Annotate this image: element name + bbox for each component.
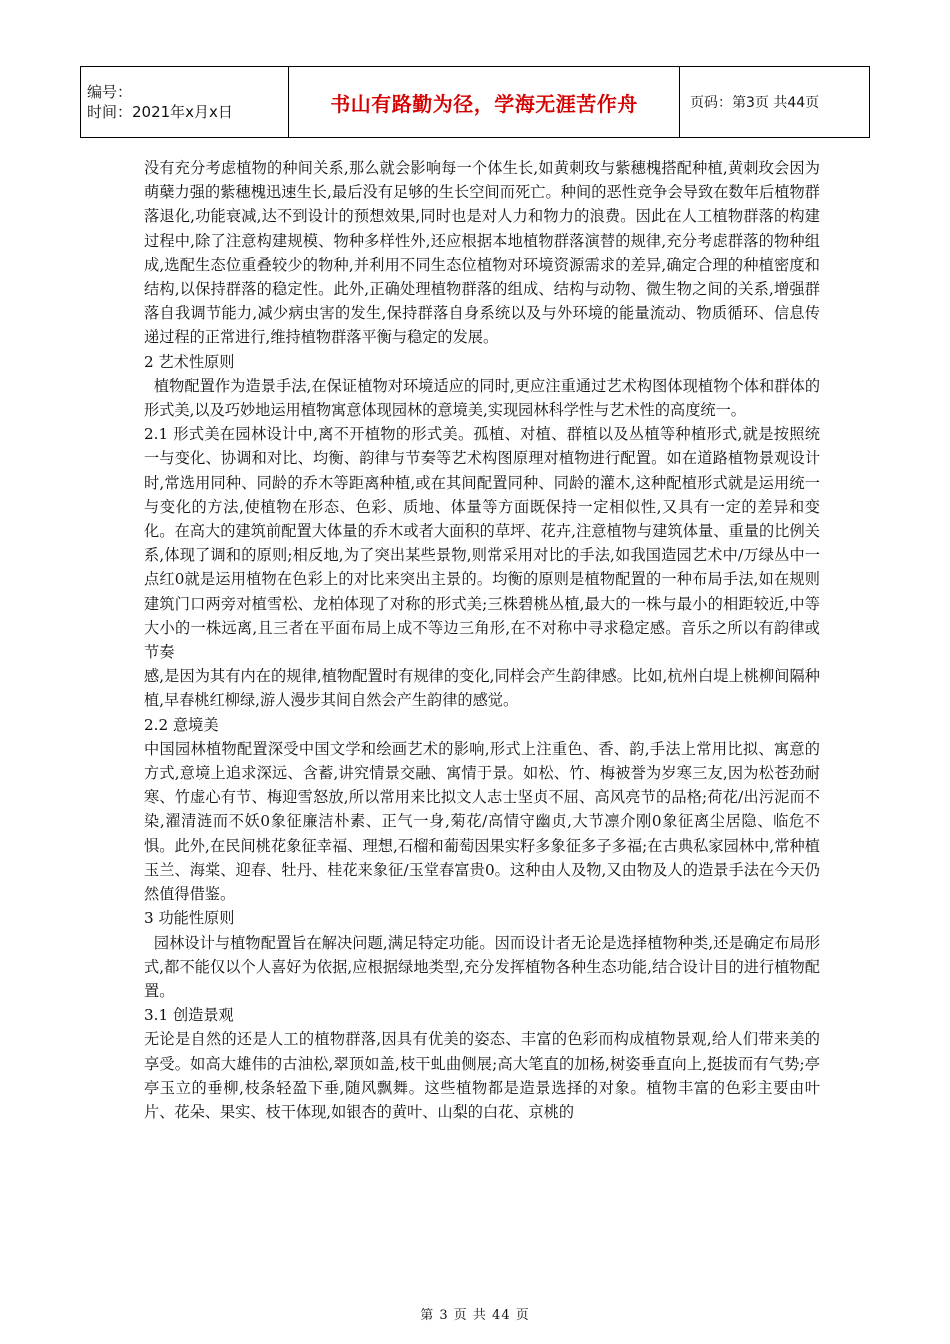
paragraph: 中国园林植物配置深受中国文学和绘画艺术的影响,形式上注重色、香、韵,手法上常用比拟、寓意的方式,意境上追求深远、含蓄,讲究情景交融、寓情于景。如松、竹、梅被誉为岁寒三友,因为松苍劲耐寒、竹虚心有节、梅迎雪怒放,所以常用来比拟文人志士坚贞不屈、高风亮节的品格;荷花/出污泥而不染,濯清涟而不妖0象征廉洁朴素、正气一身,菊花/高情守幽贞,大节凛介刚0象征离尘居隐、临危不惧。此外,在民间桃花象征幸福、理想,石榴和葡萄因果实籽多象征多子多福;在古典私家园林中,常种植玉兰、海棠、迎春、牡丹、桂花来象征/玉堂春富贵0。这种由人及物,又由物及人的造景手法在今天仍然值得借鉴。 <box>144 739 820 904</box>
header-page-info: 页码：第3页 共44页 <box>680 67 870 138</box>
paragraph: 园林设计与植物配置旨在解决问题,满足特定功能。因而设计者无论是选择植物种类,还是确定布局形式,都不能仅以个人喜好为依据,应根据绿地类型,充分发挥植物各种生态功能,结合设计目的进行植物配置。 <box>144 933 821 1000</box>
header-motto: 书山有路勤为径，学海无涯苦作舟 <box>289 67 680 138</box>
paragraph: 感,是因为其有内在的规律,植物配置时有规律的变化,同样会产生韵律感。比如,杭州白堤上桃柳间隔种植,早春桃红柳绿,游人漫步其间自然会产生韵律的感觉。 <box>144 667 820 710</box>
paragraph: 2.1 形式美在园林设计中,离不开植物的形式美。孤植、对植、群植以及丛植等种植形式,就是按照统一与变化、协调和对比、均衡、韵律与节奏等艺术构图原理对植物进行配置。如在道路植物景观设计时,常选用同种、同龄的乔木等距离种植,或在其间配置同种、同龄的灌木,这种配植形式就是运用统一与变化的方法,使植物在形态、色彩、质地、体量等方面既保持一定相似性,又具有一定的差异和变化。在高大的建筑前配置大体量的乔木或者大面积的草坪、花卉,注意植物与建筑体量、重量的比例关系,体现了调和的原则;相反地,为了突出某些景物,则常采用对比的手法,如我国造园艺术中/万绿丛中一点红0就是运用植物在色彩上的对比来突出主景的。均衡的原则是植物配置的一种布局手法,如在规则建筑门口两旁对植雪松、龙柏体现了对称的形式美;三株碧桃丛植,最大的一株与最小的相距较近,中等大小的一株远离,且三者在平面布局上成不等边三角形,在不对称中寻求稳定感。音乐之所以有韵律或节奏 <box>144 425 820 662</box>
section-heading: 3 功能性原则 <box>144 909 235 928</box>
section-heading: 3.1 创造景观 <box>144 1006 234 1025</box>
paragraph: 没有充分考虑植物的种间关系,那么就会影响每一个体生长,如黄刺玫与紫穗槐搭配种植,黄刺玫会因为萌蘖力强的紫穗槐迅速生长,最后没有足够的生长空间而死亡。种间的恶性竞争会导致在数年后植物群落退化,功能衰减,达不到设计的预想效果,同时也是对人力和物力的浪费。因此在人工植物群落的构建过程中,除了注意构建规模、物种多样性外,还应根据本地植物群落演替的规律,充分考虑群落的物种组成,选配生态位重叠较少的物种,并利用不同生态位植物对环境资源需求的差异,确定合理的种植密度和结构,以保持群落的稳定性。此外,正确处理植物群落的组成、结构与动物、微生物之间的关系,增强群落自我调节能力,减少病虫害的发生,保持群落自身系统以及与外环境的能量流动、物质循环、信息传递过程的正常进行,维持植物群落平衡与稳定的发展。 <box>144 159 820 347</box>
section-heading: 2.2 意境美 <box>144 715 219 734</box>
number-label: 编号： <box>87 83 133 101</box>
header-meta <box>81 67 289 138</box>
paragraph: 植物配置作为造景手法,在保证植物对环境适应的同时,更应注重通过艺术构图体现植物个体和群体的形式美,以及巧妙地运用植物寓意体现园林的意境美,实现园林科学性与艺术性的高度统一。 <box>144 376 821 420</box>
page-header <box>80 66 870 138</box>
section-heading: 2 艺术性原则 <box>144 352 235 371</box>
paragraph: 无论是自然的还是人工的植物群落,因具有优美的姿态、丰富的色彩而构成植物景观,给人们带来美的享受。如高大雄伟的古油松,翠顶如盖,枝干虬曲侧展;高大笔直的加杨,树姿垂直向上,挺拔而有气势;亭亭玉立的垂柳,枝条轻盈下垂,随风飘舞。这些植物都是造景选择的对象。植物丰富的色彩主要由叶片、花朵、果实、枝干体现,如银杏的黄叶、山梨的白花、京桃的 <box>144 1030 820 1121</box>
document-body <box>144 156 820 1124</box>
date-label: 时间：2021年x月x日 <box>87 103 233 121</box>
page-footer: 第 3 页 共 44 页 <box>420 1308 530 1323</box>
